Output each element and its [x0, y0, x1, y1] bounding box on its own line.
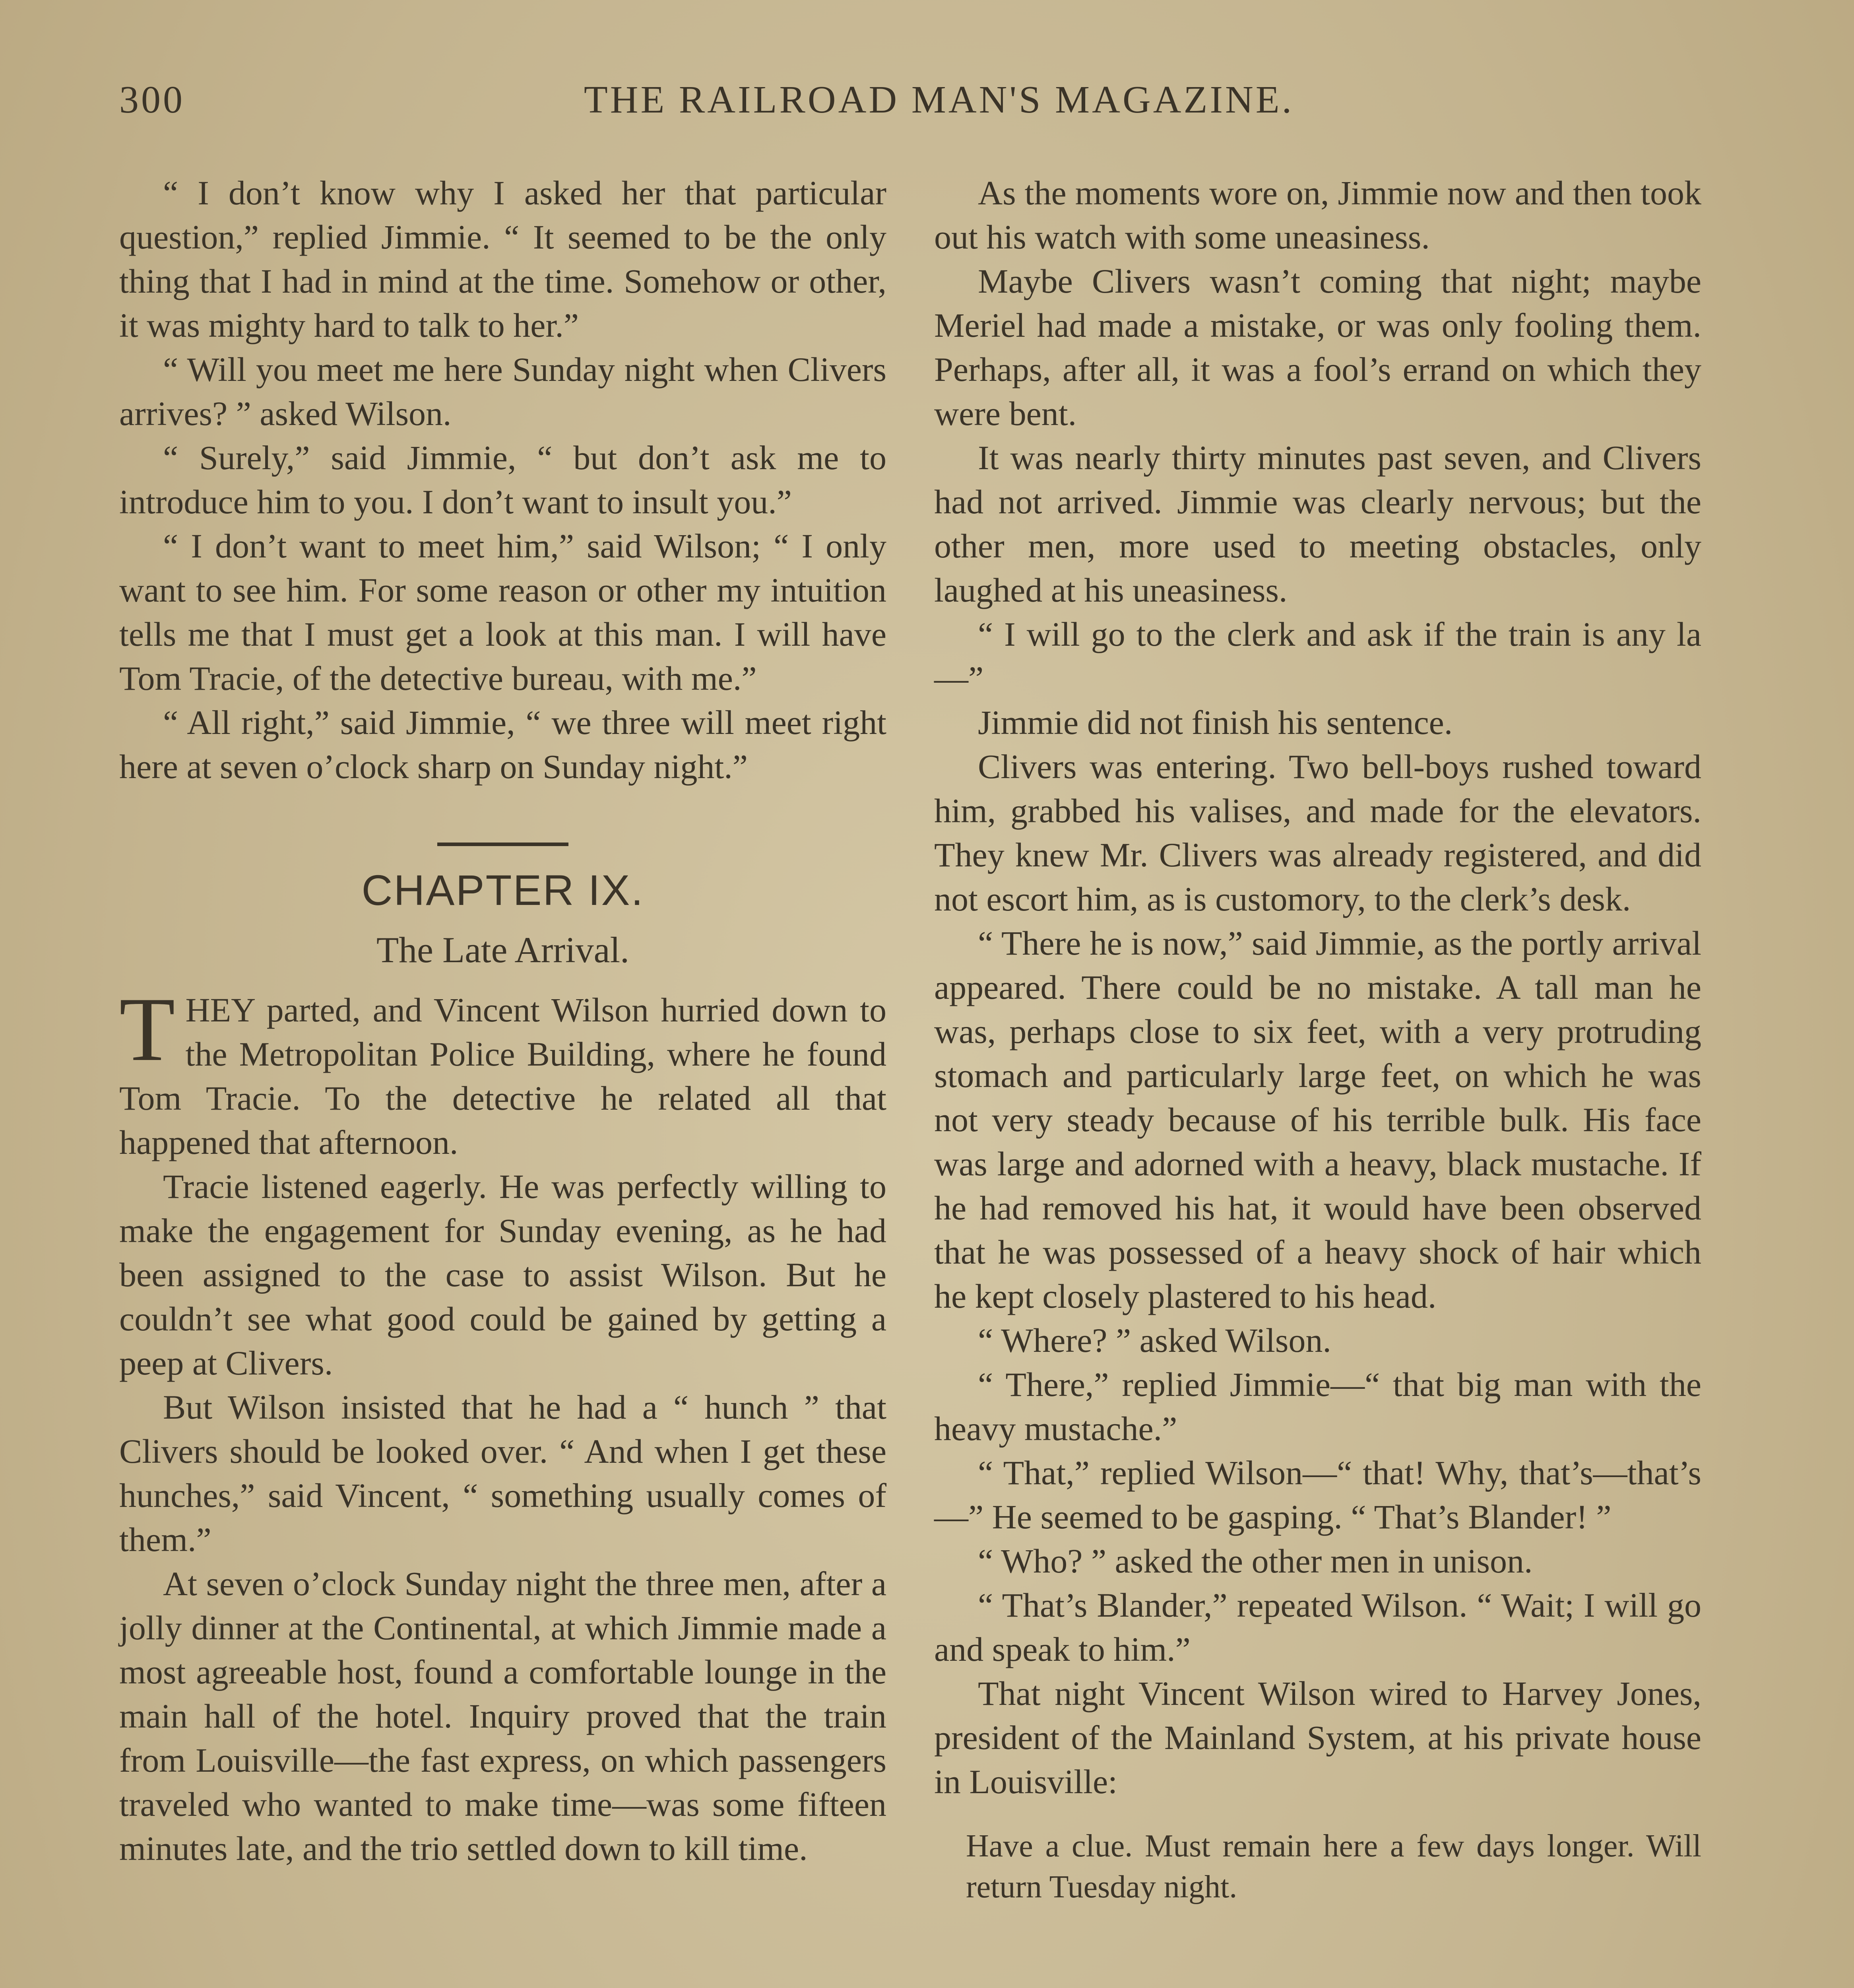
paragraph: But Wilson insisted that he had a “ hunch ” that Clivers should be looked over. “ And when I get these hunches,” said Vincent, “ something usually comes of them.”	[119, 1388, 886, 1559]
paragraph: “ Who? ” asked the other men in unison.	[978, 1542, 1533, 1580]
paragraph: “ I don’t want to meet him,” said Wilson; “ I only want to see him. For some reason or other my intuition tells me that I must get a look at this man. I will have Tom Tracie, of the detective bureau, with me.”	[119, 527, 886, 697]
paragraph: Tracie listened eagerly. He was perfectly willing to make the engagement for Sunday evening, as he had been assigned to the case to assist Wilson. But he couldn’t see what good could be gained by getting a peep at Clivers.	[119, 1167, 886, 1382]
chapter-heading: CHAPTER IX.	[361, 866, 644, 914]
chapter-title: The Late Arrival.	[376, 930, 630, 970]
paragraph: At seven o’clock Sunday night the three men, after a jolly dinner at the Continental, at which Jimmie made a most agreeable host, found a comfortable lounge in the main hall of the hotel. Inquiry proved that the train from Louisville—the fast express, on which passengers traveled who wanted to make time—was some fifteen minutes late, and the trio settled down to kill time.	[119, 1565, 886, 1868]
paragraph: “ I don’t know why I asked her that particular question,” replied Jimmie. “ It seemed to be the only thing that I had in mind at the time. Somehow or other, it was mighty hard to talk to her.”	[119, 174, 886, 344]
right-column	[934, 171, 1701, 1908]
paragraph: That night Vincent Wilson wired to Harvey Jones, president of the Mainland System, at his private house in Louisville:	[934, 1674, 1701, 1801]
paragraph: “ Surely,” said Jimmie, “ but don’t ask me to introduce him to you. I don’t want to insult you.”	[119, 439, 886, 521]
paragraph: “ There he is now,” said Jimmie, as the portly arrival appeared. There could be no mistake. A tall man he was, perhaps close to six feet, with a very protruding stomach and particularly large feet, on which he was not very steady because of his terrible bulk. His face was large and adorned with a heavy, black mustache. If he had removed his hat, it would have been observed that he was possessed of a heavy shock of hair which he kept closely plastered to his head.	[934, 924, 1701, 1315]
running-title: THE RAILROAD MAN'S MAGAZINE.	[584, 78, 1294, 121]
page-number: 300	[119, 78, 185, 121]
paragraph: As the moments wore on, Jimmie now and then took out his watch with some uneasiness.	[934, 174, 1701, 256]
paragraph	[119, 978, 886, 1165]
drop-cap: T	[119, 978, 175, 1080]
section-divider	[437, 843, 568, 846]
paragraph: “ That’s Blander,” repeated Wilson. “ Wait; I will go and speak to him.”	[934, 1586, 1701, 1668]
paragraph-text: HEY parted, and Vincent Wilson hurried down to the Metropolitan Police Building, where he found Tom Tracie. To the detective he related all that happened that afternoon.	[119, 991, 886, 1161]
paragraph: “ Where? ” asked Wilson.	[978, 1321, 1331, 1359]
paragraph: “ That,” replied Wilson—“ that! Why, that’s—that’s—” He seemed to be gasping. “ That’s Blander! ”	[934, 1454, 1701, 1536]
telegram-text: Have a clue. Must remain here a few days longer. Will return Tuesday night.	[966, 1829, 1701, 1905]
left-column	[119, 171, 886, 1871]
paragraph: It was nearly thirty minutes past seven, and Clivers had not arrived. Jimmie was clearly nervous; but the other men, more used to meeting obstacles, only laughed at his uneasiness.	[934, 439, 1701, 609]
paragraph: “ There,” replied Jimmie—“ that big man with the heavy mustache.”	[934, 1365, 1701, 1448]
paragraph: “ All right,” said Jimmie, “ we three will meet right here at seven o’clock sharp on Sunday night.”	[119, 703, 886, 786]
paragraph: Jimmie did not finish his sentence.	[978, 703, 1453, 742]
page-header	[119, 78, 1735, 137]
paragraph: Maybe Clivers wasn’t coming that night; maybe Meriel had made a mistake, or was only fooling them. Perhaps, after all, it was a fool’s errand on which they were bent.	[934, 262, 1701, 433]
paragraph: “ I will go to the clerk and ask if the train is any la—”	[934, 615, 1701, 697]
paragraph: Clivers was entering. Two bell-boys rushed toward him, grabbed his valises, and made for the elevators. They knew Mr. Clivers was already registered, and did not escort him, as is customory, to the clerk’s desk.	[934, 747, 1701, 918]
paragraph: “ Will you meet me here Sunday night when Clivers arrives? ” asked Wilson.	[119, 350, 886, 433]
